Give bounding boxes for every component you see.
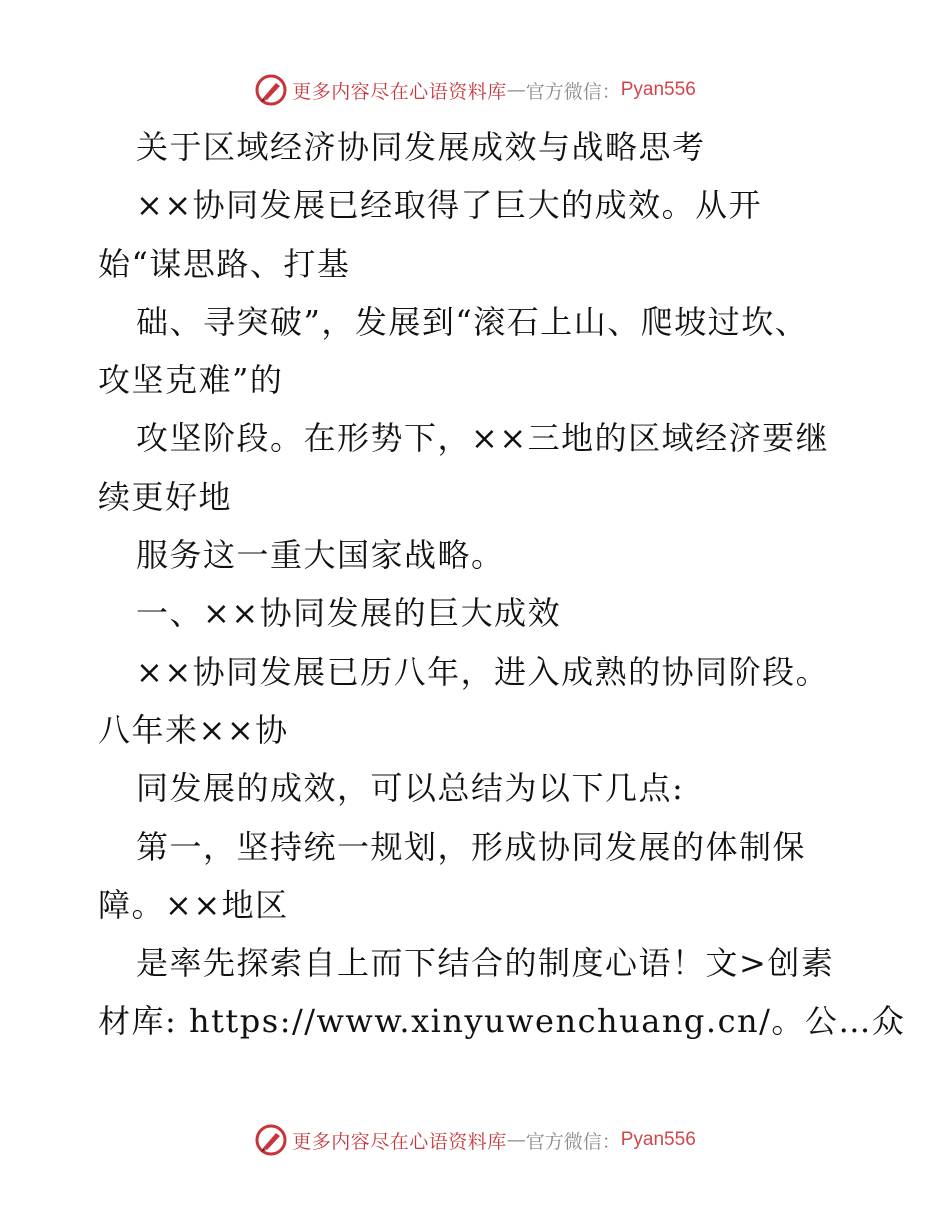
paragraph-line: 同发展的成效，可以总结为以下几点: (136, 769, 685, 808)
watermark-wechat-id: Pyan556 (620, 79, 696, 100)
watermark-site: 更多内容尽在心语资料库 (292, 1130, 507, 1153)
watermark-dash: — (506, 79, 526, 101)
watermark-banner-top (0, 68, 950, 112)
paragraph-line: 障。××地区 (98, 885, 289, 924)
paragraph-line: 攻坚克难”的 (98, 361, 284, 400)
watermark-banner-bottom (0, 1118, 950, 1162)
paragraph-line: ××协同发展已经取得了巨大的成效。从开 (136, 186, 763, 225)
watermark-site: 更多内容尽在心语资料库 (292, 80, 507, 103)
watermark-dash: — (506, 1129, 526, 1151)
paragraph-line: 攻坚阶段。在形势下，××三地的区域经济要继 (136, 419, 830, 458)
paragraph-line: 第一，坚持统一规划，形成协同发展的体制保 (136, 827, 807, 866)
paragraph-line: 础、寻突破”，发展到“滚石上山、爬坡过坎、 (136, 302, 809, 341)
section-heading: 一、××协同发展的巨大成效 (136, 594, 562, 633)
watermark-wechat-label: 官方微信： (525, 1130, 621, 1153)
document-title: 关于区域经济协同发展成效与战略思考 (136, 128, 706, 166)
paragraph-line: 续更好地 (98, 477, 233, 516)
pen-logo-icon (254, 1123, 288, 1157)
paragraph-line: 服务这一重大国家战略。 (136, 536, 505, 575)
document-body (98, 118, 906, 1051)
watermark-wechat-label: 官方微信： (525, 80, 621, 103)
pen-logo-icon (254, 73, 288, 107)
paragraph-line: 始“谋思路、打基 (98, 244, 351, 283)
paragraph-line-url: 材库: https://www.xinyuwenchuang.cn/。公…众 (98, 1002, 906, 1041)
watermark-wechat-id: Pyan556 (620, 1129, 696, 1150)
paragraph-line: ××协同发展已历八年，进入成熟的协同阶段。 (136, 652, 830, 691)
paragraph-line: 八年来××协 (98, 710, 289, 749)
paragraph-line: 是率先探索自上而下结合的制度心语！文>创素 (136, 944, 835, 983)
